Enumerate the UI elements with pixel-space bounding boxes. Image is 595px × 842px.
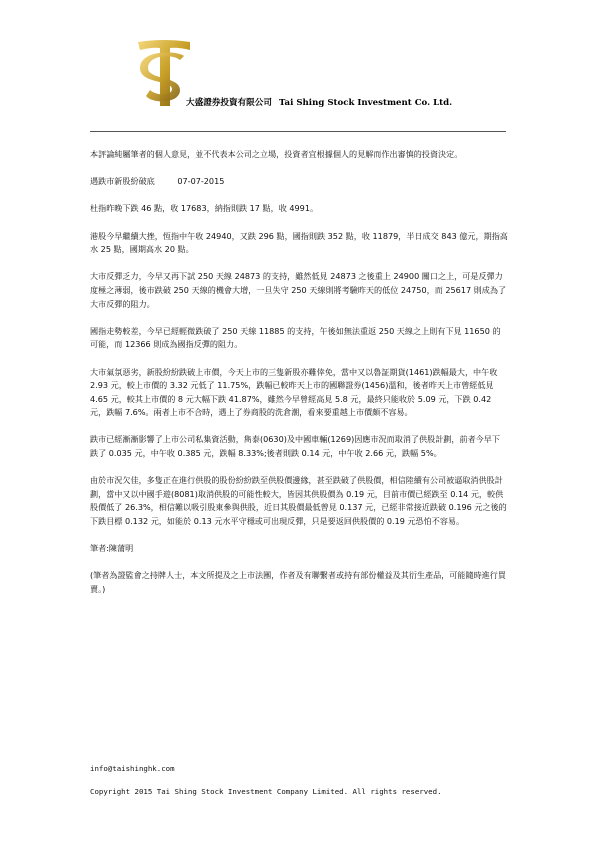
paragraph: 跌市已經漸漸影響了上市公司私集資活動，雋泰(0630)及中國車輛(1269)因應市況而取消了供股計劃，前者今早下跌了 0.035 元，中午收 0.385 元，跌幅 8.33%;後者則跌 0.14 元，中午收 2.66 元，跌幅 5%。	[90, 434, 500, 459]
company-logo	[134, 38, 194, 110]
ts-monogram-icon	[134, 38, 194, 110]
headline: 遇跌市新股紛破底	[90, 176, 155, 187]
paragraph: 大市氣氛惡劣，新股紛紛跌破上市價，今天上市的三隻新股亦難倖免，當中又以魯証期貨(1461)跌幅最大，中午收 2.93 元，較上市價的 3.32 元低了 11.75%，跌幅已較昨天上市的國聯證券(1456)溫和，後者昨天上市曾經低見 4.65 元，較其上市價的 8 元大幅下跌 41.87%，雖然今早曾經高見 5.8 元，最終只能收於 5.09 元，下跌 0.42 元，跌幅 7.6%。兩者上市不合時，遇上了券商股的洗倉潮，看來要重越上市價頗不容易。	[90, 366, 498, 418]
copyright-notice: Copyright 2015 Tai Shing Stock Investment Company Limited. All rights reserved.	[90, 787, 442, 796]
paragraph: 國指走勢較差，今早已經輕微跌破了 250 天線 11885 的支持，午後如無法重返 250 天線之上則有下見 11650 的可能，而 12366 則成為國指反彈的阻力。	[90, 325, 501, 350]
paragraph: 杜指昨晚下跌 46 點，收 17683，納指則跌 17 點，收 4991。	[90, 203, 319, 214]
paragraph: 港股今早繼續大挫，恆指中午收 24940，又跌 296 點，國指則跌 352 點，收 11879，半日成交 843 億元，期指高水 25 點，國期高水 20 點。	[90, 230, 508, 255]
header-divider	[90, 131, 506, 132]
author-disclosure: (筆者為證監會之持牌人士，本文所提及之上市法團，作者及有聯繫者或持有部份權益及其衍生產品，可能隨時進行買賣。)	[90, 570, 506, 594]
company-name-en: Tai Shing Stock Investment Co. Ltd.	[278, 98, 453, 108]
company-name-zh: 大盛證券投資有限公司	[186, 98, 272, 108]
article-date: 07-07-2015	[177, 176, 225, 187]
headline-row	[90, 175, 508, 189]
paragraph: 大市反彈乏力，今早又再下試 250 天線 24873 的支持，雖然低見 24873 之後重上 24900 關口之上，可是反彈力度極之薄弱，後市跌破 250 天線的機會大增，一旦失守 250 天線則將考驗昨天的低位 24750，而 25617 則成為了大市反彈的阻力。	[90, 271, 507, 309]
author: 筆者:陳蒲明	[90, 543, 134, 554]
article-body	[90, 148, 508, 610]
disclaimer: 本評論純屬筆者的個人意見，並不代表本公司之立場，投資者宜根據個人的見解而作出審慎的投資決定。	[90, 149, 463, 159]
contact-email[interactable]: info@taishinghk.com	[90, 764, 175, 773]
paragraph: 由於市況欠佳，多隻正在進行供股的股份紛紛跌至供股價邊緣，甚至跌破了供股價，相信陸續有公司被逼取消供股計劃，當中又以中國手遊(8081)取消供股的可能性較大，皆因其供股價為 0.19 元，目前市價已經跌至 0.14 元，較供股價低了 26.3%，相信難以吸引股東參與供股，近日其股價最低曾見 0.137 元，已經非常接近跌破 0.196 元之後的下跌目標 0.132 元，如能於 0.13 元水平守穩或可出現反彈，只是要返回供股價的 0.19 元恐怕不容易。	[90, 475, 507, 527]
company-name	[186, 96, 452, 108]
